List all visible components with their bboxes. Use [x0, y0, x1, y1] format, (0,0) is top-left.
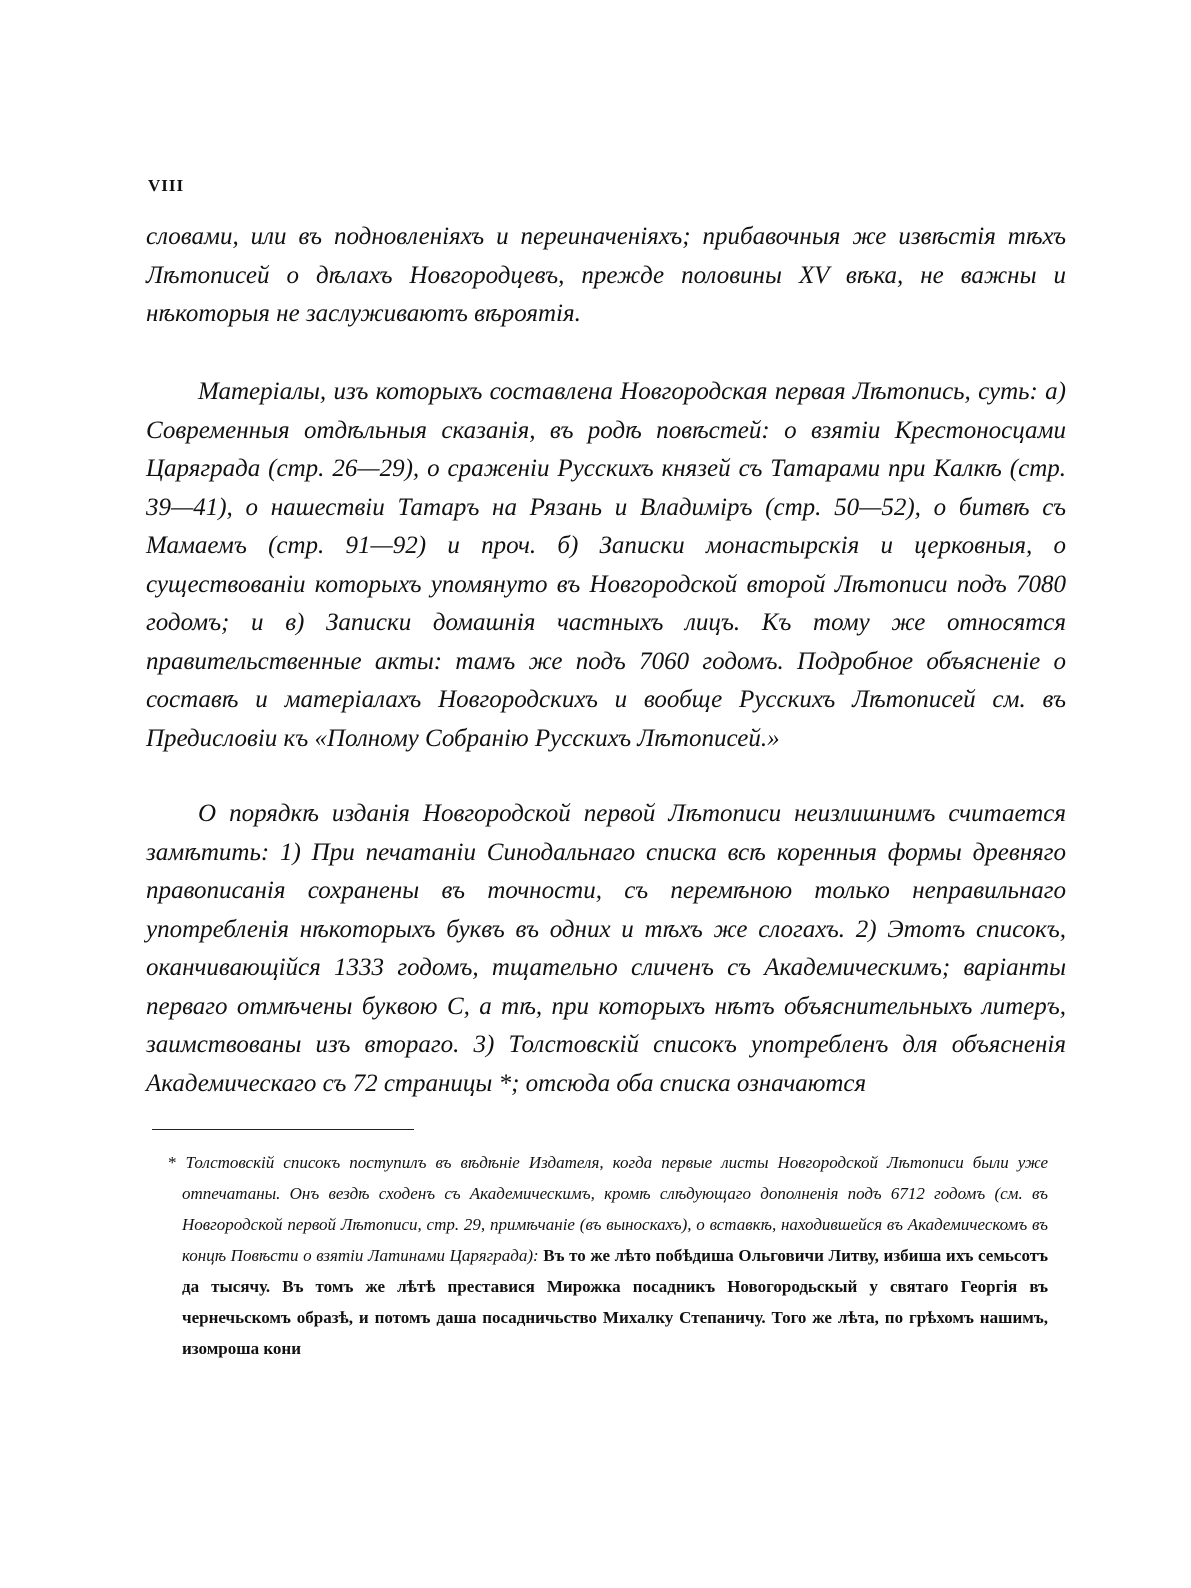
footnote-italic-text: Толстовскій списокъ поступилъ въ вѣдѣніе Издателя, когда первые листы Новгородской Лѣтописи были уже отпечатаны. Онъ вездѣ сходенъ съ Академическимъ, кромѣ слѣдующаго дополненія подъ 6712 годомъ (см. въ Новгородской первой Лѣтописи, стр. 29, примѣчаніе (въ выноскахъ), о вставкѣ, находившейся въ Академическомъ въ концѣ Повѣсти о взятіи Латинами Царяграда): [182, 1153, 1048, 1265]
footnote [168, 1147, 1048, 1364]
page-number: VIII [148, 176, 185, 195]
footnote-quoted-text: Въ то же лѣто побѣдиша Ольговичи Литву, избиша ихъ семьсотъ да тысячу. Въ томъ же лѣтѣ преставися Мирожка посадникъ Новогородьскый у святаго Георгія въ чернечьскомъ образѣ, и потомъ даша посадничьство Михалку Степаничу. Того же лѣта, по грѣхомъ нашимъ, изомроша кони [182, 1246, 1049, 1358]
paragraph-edition-order: О порядкѣ изданія Новгородской первой Лѣтописи неизлишнимъ считается замѣтить: 1) При печатаніи Синодальнаго списка всѣ коренныя формы древняго правописанія сохранены въ точности, съ перемѣною только неправильнаго употребленія нѣкоторыхъ буквъ въ одних и тѣхъ же слогахъ. 2) Этотъ списокъ, оканчивающійся 1333 годомъ, тщательно сличенъ съ Академическимъ; варіанты перваго отмѣчены буквою С, а тѣ, при которыхъ нѣтъ объяснительныхъ литеръ, заимствованы изъ втораго. 3) Толстовскій списокъ употребленъ для объясненія Академическаго съ 72 страницы *; отсюда оба списка означаются [146, 800, 1066, 1097]
footnote-marker: * [168, 1153, 177, 1172]
footnote-separator [152, 1129, 414, 1130]
paragraph-materials: Матеріалы, изъ которыхъ составлена Новгородская первая Лѣтопись, суть: а) Современныя отдѣльныя сказанія, въ родѣ повѣстей: о взятіи Крестоносцами Царяграда (стр. 26—29), о сраженіи Русскихъ князей съ Татарами при Калкѣ (стр. 39—41), о нашествіи Татаръ на Рязань и Владиміръ (стр. 50—52), о битвѣ съ Мамаемъ (стр. 91—92) и проч. б) Записки монастырскія и церковныя, о существованіи которыхъ упомянуто въ Новгородской второй Лѣтописи подъ 7080 годомъ; и в) Записки домашнія частныхъ лицъ. Къ тому же относятся правительственные акты: тамъ же подъ 7060 годомъ. Подробное объясненіе о составѣ и матеріалахъ Новгородскихъ и вообще Русскихъ Лѣтописей см. въ Предисловіи къ «Полному Собранію Русскихъ Лѣтописей.» [146, 378, 1066, 752]
paragraph-continuation: словами, или въ подновленіяхъ и переиначеніяхъ; прибавочныя же извѣстія тѣхъ Лѣтописей о дѣлахъ Новгородцевъ, прежде половины XV вѣка, не важны и нѣкоторыя не заслуживаютъ вѣроятія. [146, 223, 1066, 327]
